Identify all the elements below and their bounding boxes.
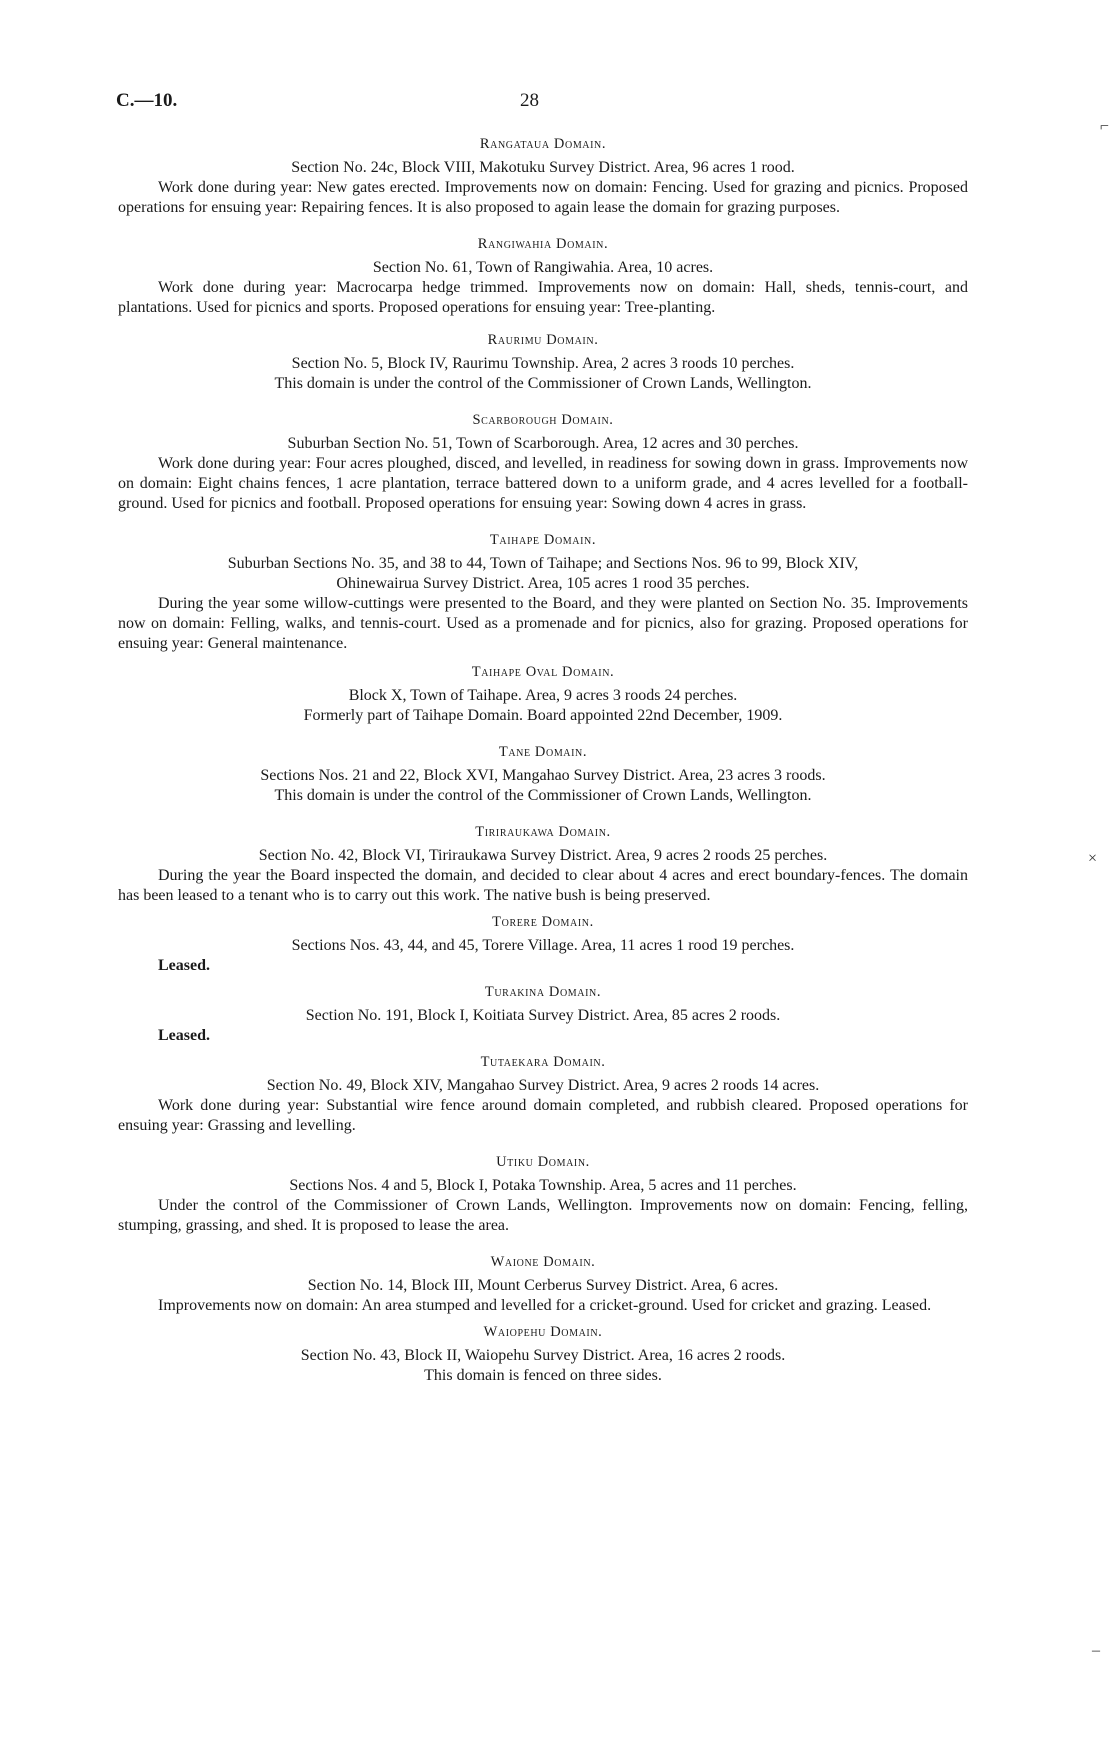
section-heading: Rangataua Domain. [479,136,607,152]
section-tane [118,744,968,806]
section-paragraph: Improvements now on domain: An area stumped and levelled for a cricket-ground. Used for cricket and grazing. Leased. [158,1297,932,1314]
section-raurimu [118,332,968,394]
document-body [118,136,968,1386]
section-heading: Raurimu Domain. [487,332,599,348]
margin-mark: – [1092,1642,1100,1659]
section-waione [118,1254,968,1316]
section-heading: Scarborough Domain. [472,412,614,428]
section-heading: Tutaekara Domain. [480,1054,606,1070]
section-description: Sections Nos. 4 and 5, Block I, Potaka Township. Area, 5 acres and 11 perches. [289,1177,797,1194]
section-heading: Turakina Domain. [484,984,602,1000]
section-tutaekara [118,1054,968,1136]
section-description: Section No. 191, Block I, Koitiata Survey District. Area, 85 acres 2 roods. [305,1007,781,1024]
page-reference: C.—10. [116,90,178,111]
section-heading: Taihape Domain. [489,532,597,548]
section-taihape [118,532,968,654]
section-note: Formerly part of Taihape Domain. Board appointed 22nd December, 1909. [303,707,783,724]
section-description: Section No. 24c, Block VIII, Makotuku Survey District. Area, 96 acres 1 rood. [291,159,795,176]
section-note: This domain is under the control of the Commissioner of Crown Lands, Wellington. [274,375,812,392]
section-description: Section No. 43, Block II, Waiopehu Survey District. Area, 16 acres 2 roods. [300,1347,786,1364]
section-status: Leased. [158,957,210,974]
section-description: Section No. 14, Block III, Mount Cerberus Survey District. Area, 6 acres. [307,1277,779,1294]
section-description: Sections Nos. 43, 44, and 45, Torere Village. Area, 11 acres 1 rood 19 perches. [291,937,795,954]
section-tiriraukawa [118,824,968,906]
section-heading: Waiopehu Domain. [483,1324,603,1340]
section-paragraph: Work done during year: Macrocarpa hedge trimmed. Improvements now on domain: Hall, sheds, tennis-court, and plantations. Used for picnics and sports. Proposed operations for ensuing year: Tree-planting. [118,279,968,316]
section-heading: Taihape Oval Domain. [471,664,615,680]
section-paragraph: During the year some willow-cuttings were presented to the Board, and they were planted on Section No. 35. Improvements now on domain: Felling, walks, and tennis-court. Used as a promenade and for picnics, also for grazing. Proposed operations for ensuing year: General maintenance. [118,595,968,652]
section-taihape-oval [118,664,968,726]
section-note: This domain is fenced on three sides. [424,1367,662,1384]
section-description: Sections Nos. 21 and 22, Block XVI, Mangahao Survey District. Area, 23 acres 3 roods. [260,767,826,784]
section-paragraph: Work done during year: Four acres ploughed, disced, and levelled, in readiness for sowing down in grass. Improvements now on domain: Eight chains fences, 1 acre plantation, terrace battered down to a uniform grade, and 4 acres levelled for a football-ground. Used for picnics and football. Proposed operations for ensuing year: Sowing down 4 acres in grass. [118,455,968,512]
section-turakina [118,984,968,1046]
section-paragraph: During the year the Board inspected the domain, and decided to clear about 4 acres and erect boundary-fences. The domain has been leased to a tenant who is to carry out this work. The native bush is being preserved. [118,867,968,904]
section-waiopehu [118,1324,968,1386]
section-heading: Waione Domain. [490,1254,596,1270]
section-description: Section No. 49, Block XIV, Mangahao Survey District. Area, 9 acres 2 roods 14 acres. [266,1077,820,1094]
section-heading: Utiku Domain. [496,1154,590,1170]
section-heading: Tane Domain. [498,744,588,760]
margin-mark: ⌐ [1100,118,1110,135]
section-utiku [118,1154,968,1236]
page-number: 28 [520,90,539,111]
section-note: This domain is under the control of the Commissioner of Crown Lands, Wellington. [274,787,812,804]
section-heading: Tiriraukawa Domain. [475,824,611,840]
section-description: Section No. 5, Block IV, Raurimu Township. Area, 2 acres 3 roods 10 perches. [291,355,795,372]
section-description-cont: Ohinewairua Survey District. Area, 105 acres 1 rood 35 perches. [336,575,750,592]
section-description: Suburban Section No. 51, Town of Scarborough. Area, 12 acres and 30 perches. [287,435,799,452]
section-description: Section No. 42, Block VI, Tiriraukawa Survey District. Area, 9 acres 2 roods 25 perches. [258,847,828,864]
section-status: Leased. [158,1027,210,1044]
section-rangiwahia [118,236,968,318]
section-paragraph: Work done during year: New gates erected. Improvements now on domain: Fencing. Used for grazing and picnics. Proposed operations for ensuing year: Repairing fences. It is also proposed to again lease the domain for grazing purposes. [118,179,968,216]
section-description: Block X, Town of Taihape. Area, 9 acres 3 roods 24 perches. [348,687,738,704]
section-paragraph: Under the control of the Commissioner of Crown Lands, Wellington. Improvements now on domain: Fencing, felling, stumping, grassing, and shed. It is proposed to lease the area. [118,1197,968,1234]
page-header [0,90,1114,120]
section-paragraph: Work done during year: Substantial wire fence around domain completed, and rubbish cleared. Proposed operations for ensuing year: Grassing and levelling. [118,1097,968,1134]
margin-mark: × [1088,850,1098,867]
section-torere [118,914,968,976]
section-heading: Torere Domain. [492,914,594,930]
section-rangataua [118,136,968,218]
section-description: Section No. 61, Town of Rangiwahia. Area, 10 acres. [372,259,714,276]
section-scarborough [118,412,968,514]
section-heading: Rangiwahia Domain. [477,236,609,252]
section-description: Suburban Sections No. 35, and 38 to 44, Town of Taihape; and Sections Nos. 96 to 99, Block XIV, [227,555,859,572]
